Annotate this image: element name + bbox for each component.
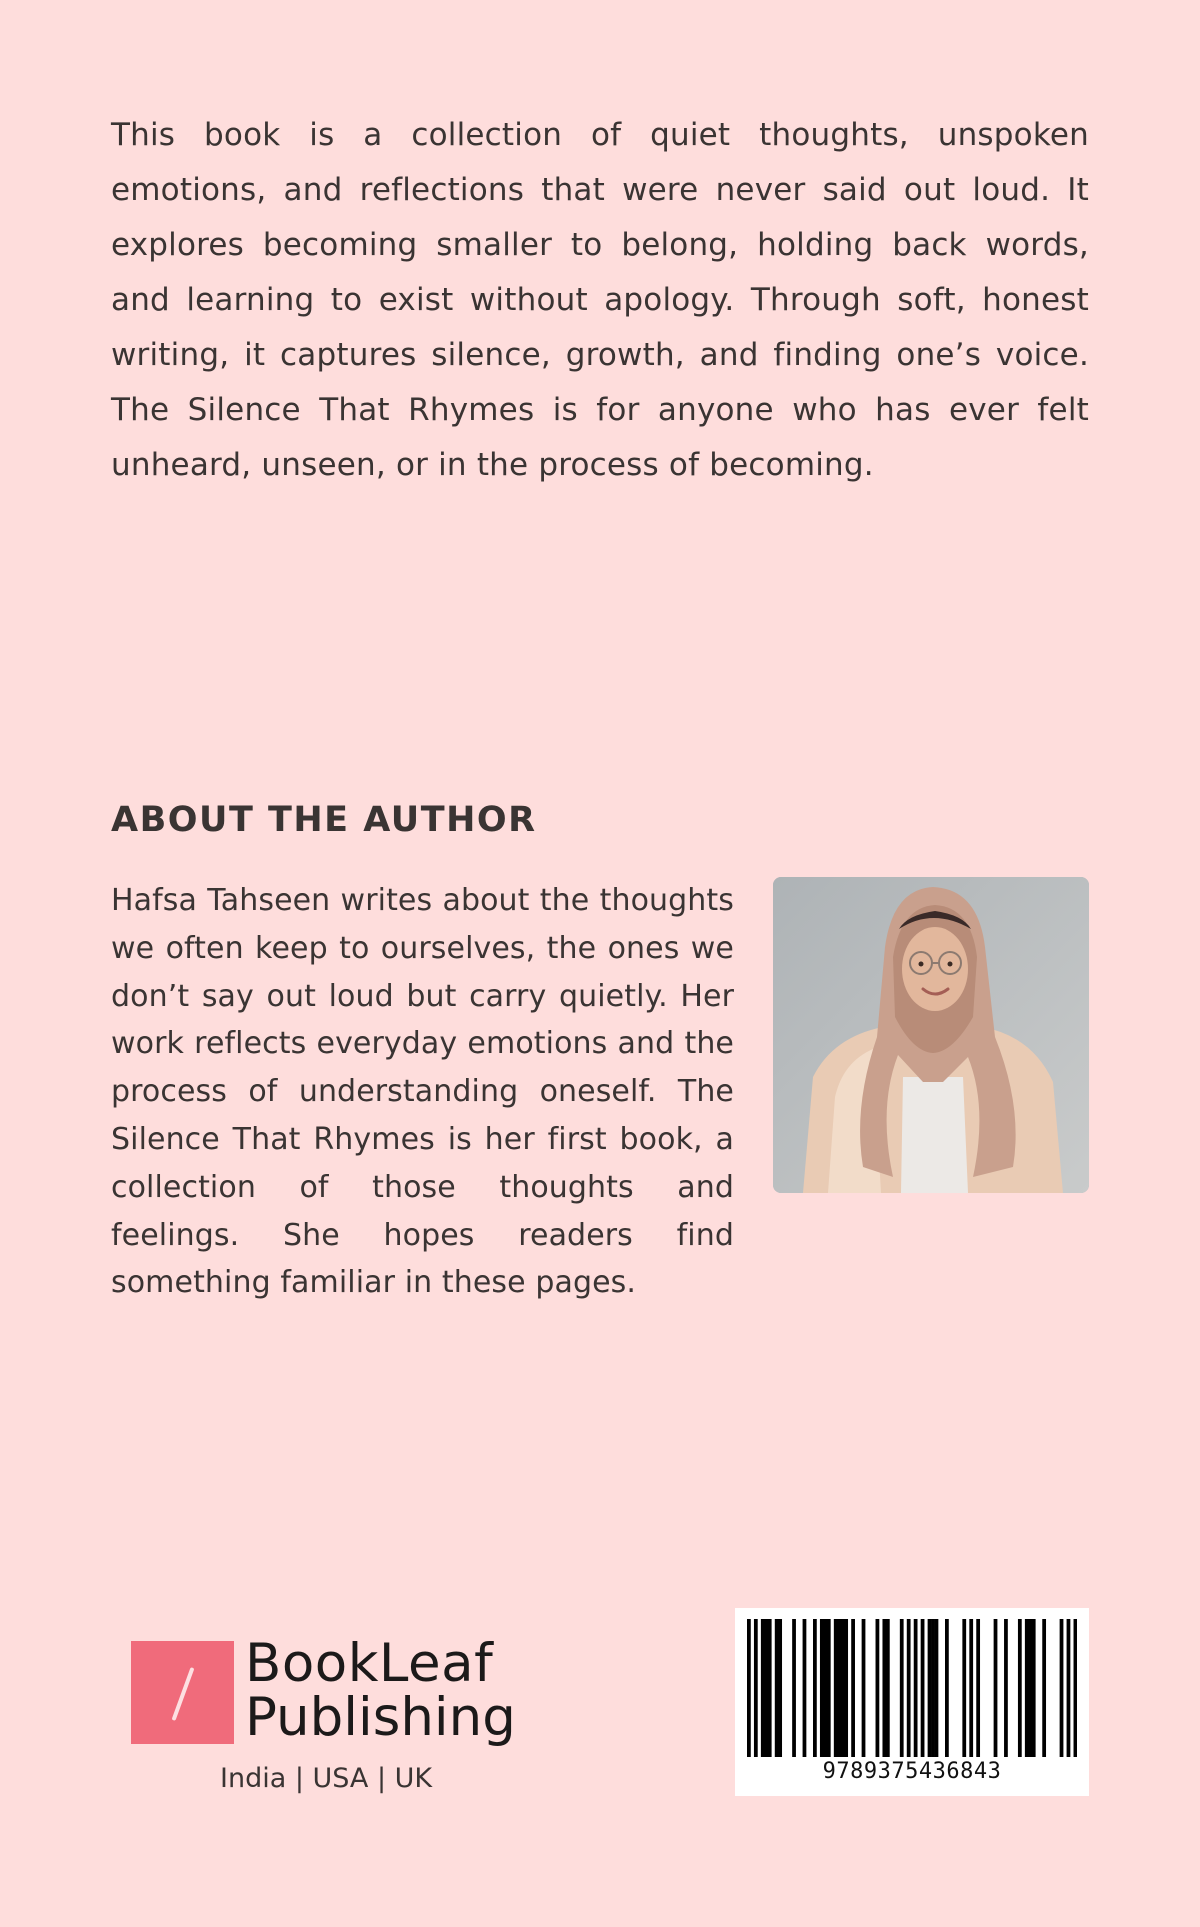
isbn-barcode	[735, 1608, 1089, 1796]
barcode-bar	[823, 1619, 827, 1757]
barcode-bar	[962, 1619, 966, 1757]
barcode-bar	[803, 1619, 807, 1757]
barcode-bar	[945, 1619, 949, 1757]
barcode-bar	[862, 1619, 866, 1757]
barcode-bar	[1004, 1619, 1008, 1757]
barcode-bar	[775, 1619, 779, 1757]
barcode-bar	[1060, 1619, 1064, 1757]
isbn-number: 9789375436843	[822, 1759, 1002, 1784]
book-blurb: This book is a collection of quiet thoughts, unspoken emotions, and reflections that were never said out loud. It explores becoming smaller to belong, holding back words, and learning to exist without apology. Through soft, honest writing, it captures silence, growth, and finding one’s voice. The Silence That Rhymes is for anyone who has ever felt unheard, unseen, or in the process of becoming.	[111, 117, 1089, 483]
barcode-bar	[764, 1619, 768, 1757]
barcode-bar	[827, 1619, 831, 1757]
barcode-bar	[1032, 1619, 1036, 1757]
barcode-bar	[820, 1619, 824, 1757]
barcode-bar	[837, 1619, 841, 1757]
barcode-bar	[1018, 1619, 1022, 1757]
publisher-name-line2: Publishing	[245, 1687, 516, 1748]
barcode-bar	[761, 1619, 765, 1757]
barcode-bar	[914, 1619, 918, 1757]
author-photo	[773, 877, 1089, 1193]
barcode-bar	[1025, 1619, 1029, 1757]
barcode-bar	[976, 1619, 980, 1757]
barcode-bar	[813, 1619, 817, 1757]
barcode-bar	[844, 1619, 848, 1757]
barcode-bar	[834, 1619, 838, 1757]
barcode-bar	[1042, 1619, 1046, 1757]
publisher-name-line1: BookLeaf	[245, 1633, 494, 1694]
barcode-bar	[994, 1619, 998, 1757]
barcode-bar	[969, 1619, 973, 1757]
barcode-bar	[921, 1619, 925, 1757]
barcode-bar	[778, 1619, 782, 1757]
barcode-bar	[754, 1619, 758, 1757]
publisher-logo	[131, 1633, 516, 1794]
barcode-bar	[851, 1619, 855, 1757]
barcode-bar	[747, 1619, 751, 1757]
barcode-bar	[768, 1619, 772, 1757]
barcode-bar	[1067, 1619, 1071, 1757]
author-bio: Hafsa Tahseen writes about the thoughts we often keep to ourselves, the ones we don’t say out loud but carry quietly. Her work reflects everyday emotions and the process of understanding oneself. The Silence That Rhymes is her first book, a collection of those thoughts and feelings. She hopes readers find something familiar in these pages.	[111, 883, 734, 1301]
publisher-locations: India | USA | UK	[220, 1763, 433, 1794]
barcode-bar	[1074, 1619, 1077, 1757]
barcode-bar	[886, 1619, 890, 1757]
bookleaf-logo-icon	[131, 1641, 234, 1744]
barcode-bar	[931, 1619, 935, 1757]
barcode-bar	[841, 1619, 845, 1757]
barcode-bar	[792, 1619, 796, 1757]
barcode-bar	[900, 1619, 904, 1757]
barcode-bar	[935, 1619, 939, 1757]
barcode-bar	[876, 1619, 880, 1757]
barcode-bars	[747, 1619, 1077, 1757]
barcode-bar	[928, 1619, 932, 1757]
about-author-heading: ABOUT THE AUTHOR	[111, 800, 537, 840]
barcode-bar	[1028, 1619, 1032, 1757]
barcode-bar	[907, 1619, 911, 1757]
barcode-bar	[882, 1619, 886, 1757]
